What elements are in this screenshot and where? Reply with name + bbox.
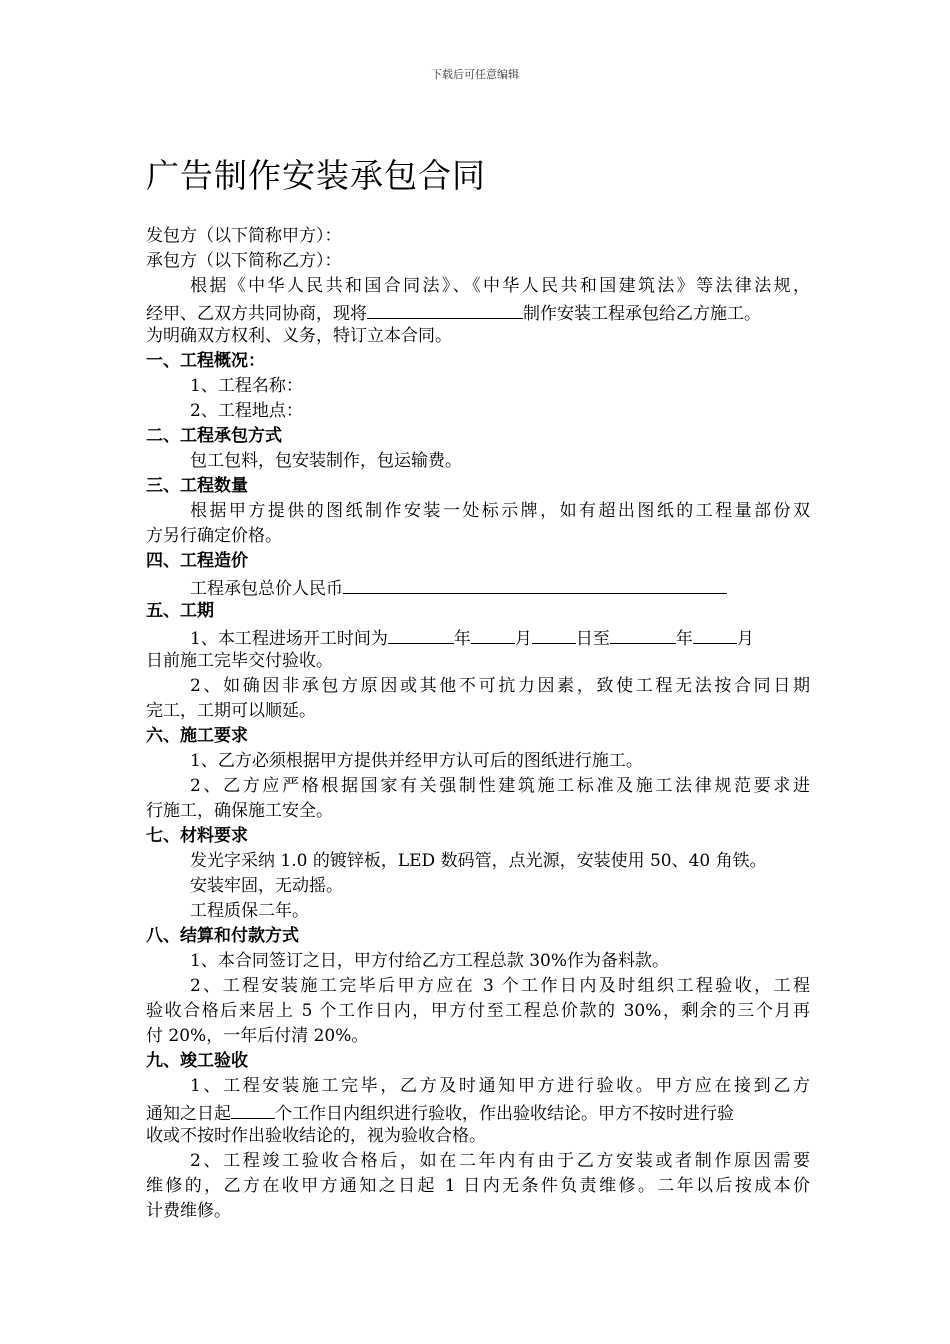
start-year-blank <box>388 624 454 644</box>
acceptance-item-2-line-3: 计费维修。 <box>146 1201 231 1221</box>
acceptance-notice-text: 个工作日内组织进行验收，作出验收结论。甲方不按时进行验 <box>275 1104 734 1124</box>
intro-text-a: 经甲、乙双方共同协商，现将 <box>146 304 367 324</box>
acceptance-item-2-line-1: 2、工程竣工验收合格后，如在二年内有由于乙方安装或者制作原因需要 <box>190 1151 810 1171</box>
acceptance-item-1-line-2 <box>146 1099 810 1124</box>
section-heading-4: 四、工程造价 <box>146 551 248 571</box>
intro-text-b: 制作安装工程承包给乙方施工。 <box>523 304 761 324</box>
section-heading-7: 七、材料要求 <box>146 826 248 846</box>
construction-req-1: 1、乙方必须根据甲方提供并经甲方认可后的图纸进行施工。 <box>190 751 643 771</box>
section-heading-1: 一、工程概况： <box>146 351 265 371</box>
month-label-2: 月 <box>736 629 754 649</box>
project-name-item: 1、工程名称： <box>190 376 303 396</box>
intro-line-3: 为明确双方权利、义务，特订立本合同。 <box>146 326 452 346</box>
section-heading-8: 八、结算和付款方式 <box>146 926 299 946</box>
payment-item-2-line-1: 2、工程安装施工完毕后甲方应在 3 个工作日内及时组织工程验收，工程 <box>190 976 810 996</box>
payment-item-1: 1、本合同签订之日，甲方付给乙方工程总款 30%作为备料款。 <box>190 951 670 971</box>
year-label: 年 <box>453 629 471 649</box>
payment-item-2-line-3: 付 20%，一年后付清 20%。 <box>146 1026 369 1046</box>
end-month-blank <box>693 624 737 644</box>
material-line-2: 安装牢固，无动摇。 <box>190 876 343 896</box>
price-line <box>146 574 810 599</box>
section-heading-5: 五、工期 <box>146 601 214 621</box>
acceptance-item-2-line-2: 维修的，乙方在收甲方通知之日起 1 日内无条件负责维修。二年以后按成本价 <box>146 1176 810 1196</box>
material-line-1: 发光字采纳 1.0 的镀锌板，LED 数码管，点光源，安装使用 50、40 角铁。 <box>190 851 767 871</box>
start-month-blank <box>471 624 515 644</box>
contract-mode-text: 包工包料，包安装制作，包运输费。 <box>190 451 462 471</box>
price-blank <box>343 574 727 594</box>
party-employer: 发包方（以下简称甲方）： <box>146 226 342 246</box>
header-note: 下载后可任意编辑 <box>431 68 519 81</box>
quantity-line-2: 方另行确定价格。 <box>146 526 282 546</box>
acceptance-item-1-line-1: 1、工程安装施工完毕，乙方及时通知甲方进行验收。甲方应在接到乙方 <box>190 1076 810 1096</box>
acceptance-item-1-line-3: 收或不按时作出验收结论的，视为验收合格。 <box>146 1126 486 1146</box>
schedule-line-1 <box>146 624 810 649</box>
construction-req-2-line-1: 2、乙方应严格根据国家有关强制性建筑施工标准及施工法律规范要求进 <box>190 776 810 796</box>
section-heading-2: 二、工程承包方式 <box>146 426 282 446</box>
year-label-2: 年 <box>675 629 693 649</box>
document-title: 广告制作安装承包合同 <box>146 156 486 195</box>
material-line-3: 工程质保二年。 <box>190 901 309 921</box>
price-label: 工程承包总价人民币 <box>190 579 343 599</box>
project-name-blank <box>367 299 523 319</box>
quantity-line-1: 根据甲方提供的图纸制作安装一处标示牌，如有超出图纸的工程量部份双 <box>190 501 810 521</box>
party-contractor: 承包方（以下简称乙方）： <box>146 251 342 271</box>
month-label: 月 <box>514 629 532 649</box>
intro-line-2 <box>146 299 810 324</box>
delay-line-1: 2、如确因非承包方原因或其他不可抗力因素，致使工程无法按合同日期 <box>190 676 810 696</box>
intro-line-1: 根据《中华人民共和国合同法》、《中华人民共和国建筑法》等法律法规， <box>190 276 810 296</box>
construction-req-2-line-2: 行施工，确保施工安全。 <box>146 801 333 821</box>
day-to-label: 日至 <box>575 629 610 649</box>
schedule-start-label: 1、本工程进场开工时间为 <box>190 629 388 649</box>
document-body <box>146 224 810 1224</box>
acceptance-notice-label: 通知之日起 <box>146 1104 231 1124</box>
section-heading-6: 六、施工要求 <box>146 726 248 746</box>
schedule-line-2: 日前施工完毕交付验收。 <box>146 651 333 671</box>
payment-item-2-line-2: 验收合格后来居上 5 个工作日内，甲方付至工程总价款的 30%，剩余的三个月再 <box>146 1001 810 1021</box>
project-location-item: 2、工程地点： <box>190 401 303 421</box>
acceptance-days-blank <box>231 1099 275 1119</box>
section-heading-9: 九、竣工验收 <box>146 1051 248 1071</box>
start-day-blank <box>532 624 576 644</box>
section-heading-3: 三、工程数量 <box>146 476 248 496</box>
delay-line-2: 完工，工期可以顺延。 <box>146 701 316 721</box>
end-year-blank <box>610 624 676 644</box>
